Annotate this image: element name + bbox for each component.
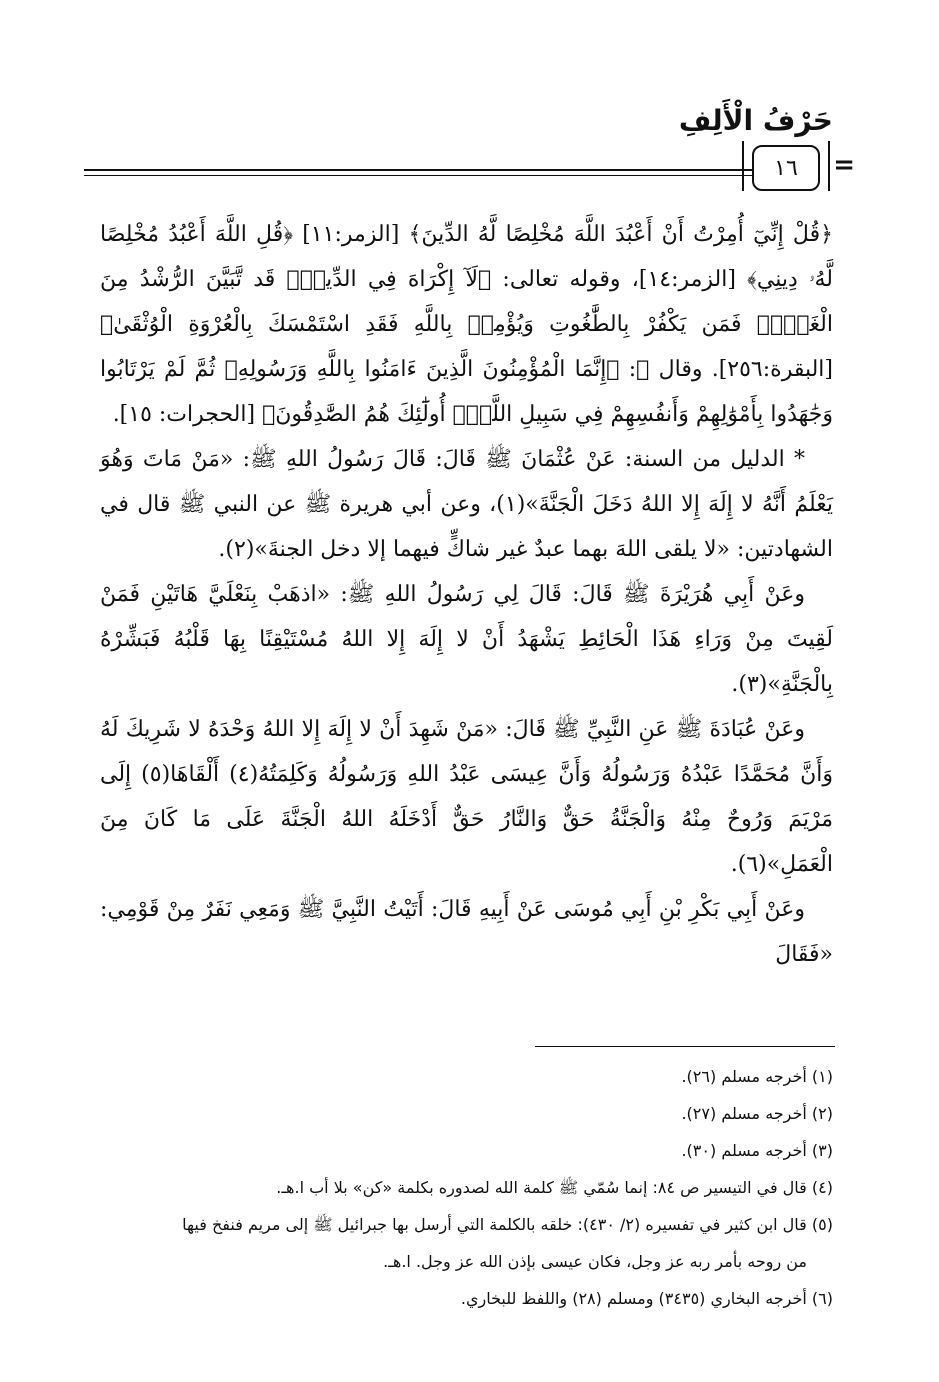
footnote-4: (٤) قال في التيسير ص ٨٤: إنما سُمّي ﷺ كلمة الله لصدوره بكلمة «كن» بلا أب ا.هـ. [276, 1178, 833, 1197]
footnote-5: (٥) قال ابن كثير في تفسيره (٢/ ٤٣٠): خلقه بالكلمة التي أرسل بها جبرائيل ﷺ إلى مريم فنفخ فيها [182, 1215, 833, 1234]
header-rule-thin [84, 175, 779, 176]
paragraph-abu-hurayrah: وعَنْ أَبِي هُرَيْرَةَ ﷺ قَالَ: قَالَ لِي رَسُولُ اللهِ ﷺ: «اذهَبْ بِنَعْلَيَّ هَاتَيْنِ فَمَنْ لَقِيتَ مِنْ وَرَاءِ هَذَا الْحَائِطِ يَشْهَدُ أَنْ لا إِلَهَ إِلا اللهُ مُسْتَيْقِنًا بِهَا قَلْبُهُ فَبَشِّرْهُ بِالْجَنَّةِ»(٣). [100, 582, 833, 697]
paragraph-abu-bakr: وعَنْ أَبِي بَكْرِ بْنِ أَبِي مُوسَى عَنْ أَبِيهِ قَالَ: أَتَيْتُ النَّبِيَّ ﷺ وَمَعِي نَفَرٌ مِنْ قَوْمِي: «فَقَالَ [100, 897, 833, 967]
paragraph-quran-verses: ﴿قُلْ إِنِّيٓ أُمِرْتُ أَنْ أَعْبُدَ اللَّهَ مُخْلِصًا لَّهُ الدِّينَ﴾ [الزمر:١١] ﴿قُلِ اللَّهَ أَعْبُدُ مُخْلِصًا لَّهُۥ دِينِي﴾ [الزمر:١٤]، وقوله تعالى: ﴿لَآ إِكْرَاهَ فِي الدِّينِۖ قَد تَّبَيَّنَ الرُّشْدُ مِنَ الْغَيِّۚ فَمَن يَكْفُرْ بِالطَّٰغُوتِ وَيُؤْمِنۢ بِاللَّهِ فَقَدِ اسْتَمْسَكَ بِالْعُرْوَةِ الْوُثْقَىٰ﴾ [البقرة:٢٥٦]. وقال ﷻ: ﴿إِنَّمَا الْمُؤْمِنُونَ الَّذِينَ ءَامَنُوا بِاللَّهِ وَرَسُولِهِۦ ثُمَّ لَمْ يَرْتَابُوا وَجَٰهَدُوا بِأَمْوَٰلِهِمْ وَأَنفُسِهِمْ فِي سَبِيلِ اللَّهِۚ أُولَٰٓئِكَ هُمُ الصَّٰدِقُونَ﴾ [الحجرات: ١٥]. [100, 222, 834, 427]
header-rule [84, 169, 779, 171]
footnotes [100, 1058, 833, 1317]
main-text [100, 212, 833, 977]
footnote-1: (١) أخرجه مسلم (٢٦). [681, 1067, 833, 1086]
chapter-title: حَرْفُ الْأَلِفِ [678, 104, 833, 137]
paragraph-sunnah-evidence: * الدليل من السنة: عَنْ عُثْمَانَ ﷺ قَالَ: قَالَ رَسُولُ اللهِ ﷺ: «مَنْ مَاتَ وَهُوَ يَعْلَمُ أَنَّهُ لا إِلَهَ إِلا اللهُ دَخَلَ الْجَنَّةَ»(١)، وعن أبي هريرة ﷺ عن النبي ﷺ قال في الشهادتين: «لا يلقى اللهَ بهما عبدٌ غير شاكٍّ فيهما إلا دخل الجنةَ»(٢). [100, 447, 834, 562]
paragraph-ubadah: وعَنْ عُبَادَةَ ﷺ عَنِ النَّبِيِّ ﷺ قَالَ: «مَنْ شَهِدَ أَنْ لا إِلَهَ إِلا اللهُ وَحْدَهُ لا شَرِيكَ لَهُ وَأَنَّ مُحَمَّدًا عَبْدُهُ وَرَسُولُهُ وَأَنَّ عِيسَى عَبْدُ اللهِ وَرَسُولُهُ وَكَلِمَتُهُ(٤) أَلْقَاهَا(٥) إِلَى مَرْيَمَ وَرُوحٌ مِنْهُ وَالْجَنَّةُ حَقٌّ وَالنَّارُ حَقٌّ أَدْخَلَهُ اللهُ الْجَنَّةَ عَلَى مَا كَانَ مِنَ الْعَمَلِ»(٦). [100, 717, 833, 877]
header-mark: = [833, 150, 855, 180]
footnote-5-continued: من روحه بأمر ربه عز وجل، فكان عيسى بإذن الله عز وجل. ا.هـ. [383, 1252, 807, 1271]
footnote-divider [535, 1046, 835, 1047]
footnote-6: (٦) أخرجه البخاري (٣٤٣٥) ومسلم (٢٨) واللفظ للبخاري. [460, 1289, 833, 1308]
footnote-2: (٢) أخرجه مسلم (٢٧). [681, 1104, 833, 1123]
page-number: ١٦ [752, 145, 820, 191]
footnote-3: (٣) أخرجه مسلم (٣٠). [681, 1141, 833, 1160]
